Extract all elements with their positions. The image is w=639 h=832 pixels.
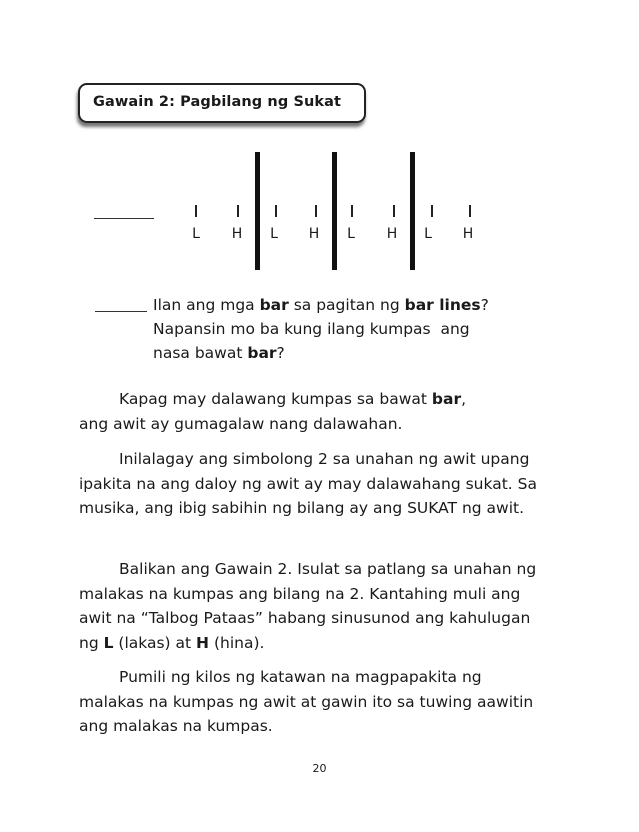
question-line-1 [153, 293, 533, 317]
paragraph-1 [79, 387, 539, 436]
pulse-mark [393, 205, 395, 217]
bar-lines-term: bar lines [404, 296, 481, 314]
question-text-part: sa pagitan ng [288, 296, 405, 314]
paragraph-text: Kapag may dalawang kumpas sa bawat [119, 390, 432, 408]
pulse-mark [315, 205, 317, 217]
pulse-letter: H [386, 226, 398, 242]
question-text [153, 293, 533, 365]
hina-letter: H [196, 633, 210, 652]
pulse-mark [237, 205, 239, 217]
bar-line [332, 152, 337, 270]
pulse-letter: H [231, 226, 243, 242]
paragraph-text: (hina). [209, 633, 265, 652]
pulse-letter: H [462, 226, 474, 242]
pulse-letter: L [347, 226, 355, 242]
pulse-mark [469, 205, 471, 217]
question-text-part: Ilan ang mga [153, 296, 260, 314]
paragraph-text: (lakas) at [113, 633, 197, 652]
paragraph-text: Inilalagay ang simbolong 2 sa unahan ng awit upang ipakita na ang daloy ng awit ay may dalawahang sukat. Sa musika, ang ibig sabihin ng bilang ay ang SUKAT ng awit. [79, 450, 537, 517]
bar-line [255, 152, 260, 270]
pulse-letter: L [270, 226, 278, 242]
paragraph-4 [79, 665, 539, 739]
answer-blank-line [94, 218, 154, 219]
page-number: 20 [312, 762, 327, 775]
pulse-letter: H [308, 226, 320, 242]
pulse-mark [351, 205, 353, 217]
question-line-2: Napansin mo ba kung ilang kumpas ang [153, 320, 470, 338]
bar-term: bar [247, 344, 277, 362]
question-text-part: ? [480, 296, 489, 314]
pulse-mark [431, 205, 433, 217]
pulse-mark [195, 205, 197, 217]
paragraph-2 [79, 447, 539, 521]
bar-line [410, 152, 415, 270]
activity-title: Gawain 2: Pagbilang ng Sukat [93, 94, 342, 110]
activity-title-box [78, 83, 366, 123]
question-answer-blank [95, 311, 147, 312]
paragraph-3 [79, 557, 539, 655]
paragraph-text: , [461, 390, 467, 408]
question-text-part: nasa bawat [153, 344, 248, 362]
lakas-letter: L [103, 633, 114, 652]
pulse-letter: L [424, 226, 432, 242]
bar-term: bar [431, 390, 462, 408]
paragraph-text: Balikan ang Gawain 2. Isulat sa patlang sa unahan ng malakas na kumpas ang bilang na 2. Kantahing muli ang awit na “Talbog Pataas” habang sinusunod ang kahulugan ng [79, 560, 537, 652]
question-text-part: ? [276, 344, 285, 362]
paragraph-text: Pumili ng kilos ng katawan na magpapakita ng malakas na kumpas ng awit at gawin ito sa tuwing aawitin ang malakas na kumpas. [79, 668, 534, 735]
question-line-3 [153, 341, 533, 365]
pulse-mark [275, 205, 277, 217]
bar-term: bar [259, 296, 289, 314]
paragraph-text: ang awit ay gumagalaw nang dalawahan. [79, 414, 403, 433]
pulse-letter: L [192, 226, 200, 242]
